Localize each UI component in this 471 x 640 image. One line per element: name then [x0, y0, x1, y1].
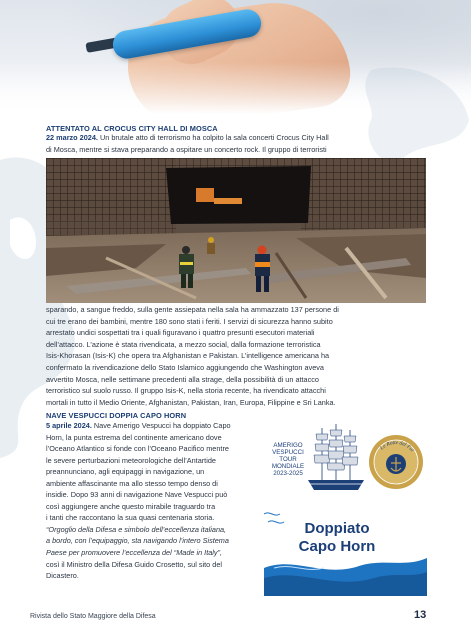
tour-text-line: VESPUCCI	[272, 449, 304, 456]
article-title-crocus: ATTENTATO AL CROCUS CITY HALL DI MOSCA	[46, 124, 218, 133]
body-line: preannunciano, agli equipaggi in navigazione, un	[46, 467, 205, 477]
body-line: avvertito Mosca, nelle settimane precedenti alla strage, della possibilità di un attacco	[46, 374, 319, 384]
quote-line: a bordo, con l’equipaggio, sta navigando l’intero Sistema	[46, 536, 229, 546]
quote-line: Paese per promuovere l’eccellenza del “Made in Italy”,	[46, 548, 223, 558]
article-date-crocus: 22 marzo 2024.	[46, 133, 98, 142]
body-line: Isis-Khorasan (Isis-K) che opera tra Afghanistan e Pakistan. L’intelligence americana ha	[46, 351, 330, 361]
body-line: insidie. Dopo 93 anni di navigazione Nave Vespucci può	[46, 490, 228, 500]
vespucci-tour-logo-panel	[264, 418, 427, 596]
body-line: Dicastero.	[46, 571, 79, 581]
headline-doppiato: Doppiato	[304, 520, 370, 537]
tour-text-line: AMERIGO	[273, 442, 303, 449]
body-line: confermato la rivendicazione dello Stato Islamico aggiungendo che Washington aveva	[46, 362, 324, 372]
crocus-city-hall-ruins-photo	[46, 158, 426, 303]
body-line: l’Oceano Atlantico si fonde con l’Oceano Pacifico mentre	[46, 444, 229, 454]
article-body-crocus	[46, 304, 431, 408]
body-line: dell’attacco. L’azione è stata rivendicata, a mezzo social, dalla formazione terroristica	[46, 339, 321, 349]
body-line: ambiente affascinante ma allo stesso tempo denso di	[46, 478, 218, 488]
body-line: sparando, a sangue freddo, sulla gente assiepata nella sala ha ammazzato 137 persone di	[46, 305, 339, 314]
body-line: arrestato undici sospettati tra i quali figuravano i quattro presunti esecutori materiali	[46, 328, 315, 338]
body-line: mortali in tutto il Medio Oriente, Afghanistan, Pakistan, Iran, Europa, Filippine e Sri Lanka.	[46, 397, 336, 407]
tour-text-line: TOUR	[279, 456, 297, 463]
body-line: i tanti che raccontano la sua quasi centenaria storia.	[46, 513, 215, 523]
article-date-vespucci: 5 aprile 2024.	[46, 421, 92, 430]
body-line: le severe perturbazioni meteorologiche dell’Antartide	[46, 455, 216, 465]
page-number: 13	[414, 609, 427, 621]
article-body-vespucci	[46, 420, 261, 582]
sailing-ship-icon	[308, 424, 364, 490]
headline-capo-horn: Capo Horn	[298, 538, 376, 555]
article-title-vespucci: NAVE VESPUCCI DOPPIA CAPO HORN	[46, 411, 187, 420]
body-line: cui tre erano dei bambini, mentre 180 sono stati i feriti. I servizi di sicurezza hanno subito	[46, 316, 333, 326]
body-line: Horn, la punta estrema del continente americano dove	[46, 432, 222, 442]
lead-line: Un brutale atto di terrorismo ha colpito la sala concerti Crocus City Hall	[97, 133, 329, 142]
body-line: così il Ministro della Difesa Guido Crosetto, sul sito del	[46, 559, 223, 569]
body-line: terroristico sul suolo russo. Il gruppo Isis-K, nella storia recente, ha rivendicato attacchi	[46, 386, 326, 396]
footer-publication: Rivista dello Stato Maggiore della Difesa	[30, 613, 156, 620]
quote-line: “Orgoglio della Difesa e simbolo dell’eccellenza italiana,	[46, 524, 227, 534]
vespucci-logo-graphic	[264, 418, 427, 596]
seal-text: Le Rotte del Fut	[379, 439, 415, 454]
body-line: Nave Amerigo Vespucci ha doppiato Capo	[91, 421, 231, 430]
tour-text-line: MONDIALE	[271, 463, 305, 470]
lead-line: di Mosca, mentre si stava preparando a ospitare un concerto rock. Il gruppo di terroristi	[46, 144, 327, 154]
tour-text-line: 2023-2025	[273, 470, 303, 477]
body-line: così aggiungere anche questo mirabile traguardo tra	[46, 501, 216, 511]
article-lead-crocus	[46, 132, 431, 155]
